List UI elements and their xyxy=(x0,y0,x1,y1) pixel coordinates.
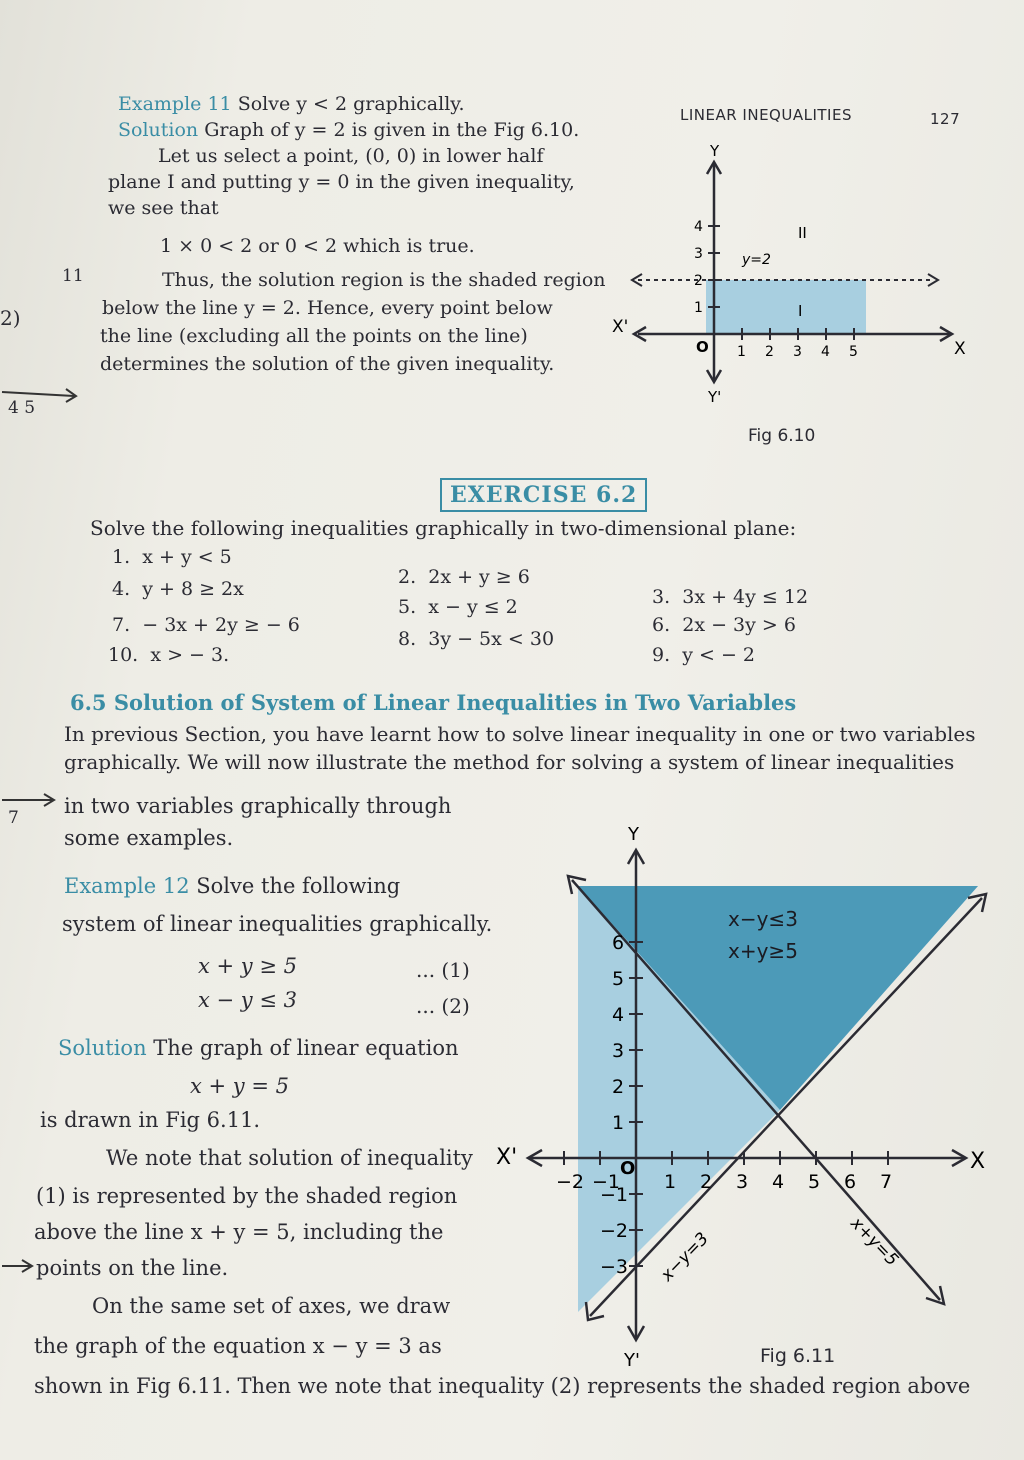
example12-task2: system of linear inequalities graphically. xyxy=(62,912,493,936)
fig611-x-tick-label: 2 xyxy=(700,1171,713,1193)
example11-line4: we see that xyxy=(108,197,219,219)
fig611-x-tick-label: −1 xyxy=(592,1171,621,1193)
fig610-caption: Fig 6.10 xyxy=(748,426,816,446)
example12-s10: shown in Fig 6.11. Then we note that inequality (2) represents the shaded region above xyxy=(34,1374,971,1398)
fig611-axis-y-label: Y xyxy=(628,824,639,845)
example12-eq2-tag: ... (2) xyxy=(416,994,470,1018)
fig611-x-tick-label: 4 xyxy=(772,1171,785,1193)
figure-6-11 xyxy=(490,820,1010,1371)
example12-s2: x + y = 5 xyxy=(190,1074,289,1098)
example12-title: Example 12 xyxy=(64,874,190,898)
fig611-axis-x-label: X xyxy=(970,1149,986,1174)
fig611-x-tick-label: 7 xyxy=(880,1171,893,1193)
example12-solution-label: Solution xyxy=(58,1036,147,1060)
exercise-item-2: 2. 2x + y ≥ 6 xyxy=(398,566,530,588)
example11-task: Solve y < 2 graphically. xyxy=(237,93,465,115)
exercise-item-6: 6. 2x − 3y > 6 xyxy=(652,614,796,636)
example12-s1: The graph of linear equation xyxy=(153,1036,459,1060)
fig611-y-tick-label: −2 xyxy=(600,1220,629,1242)
example11-title: Example 11 xyxy=(118,93,232,115)
example11-line6: Thus, the solution region is the shaded region xyxy=(162,269,606,291)
margin-arrow-icon xyxy=(0,372,80,432)
fig610-axis-x-neg-label: X' xyxy=(612,317,629,337)
example12-heading xyxy=(64,874,400,898)
fig611-y-tick-label: 4 xyxy=(612,1004,625,1026)
fig611-x-tick-label: 6 xyxy=(844,1171,857,1193)
fig610-shaded-region xyxy=(706,280,866,334)
margin-arrow-icon xyxy=(0,786,60,816)
section-6-5-p2: graphically. We will now illustrate the method for solving a system of linear inequalities xyxy=(64,750,955,774)
example12-s5: (1) is represented by the shaded region xyxy=(36,1184,458,1208)
fig611-y-tick-label: 5 xyxy=(612,968,625,990)
fig611-legend-1: x−y≤3 xyxy=(728,907,798,931)
example12-solution-line xyxy=(58,1036,459,1060)
example11-solution-line xyxy=(118,118,579,142)
fig611-y-tick-label: −1 xyxy=(600,1184,629,1206)
section-6-5-title: 6.5 Solution of System of Linear Inequalities in Two Variables xyxy=(70,690,797,715)
fig610-y-tick-label: 1 xyxy=(694,300,703,316)
fig611-x-tick-label: 5 xyxy=(808,1171,821,1193)
fig611-axis-y-neg-label: Y' xyxy=(624,1350,640,1371)
fig611-x-tick-label: 3 xyxy=(736,1171,749,1193)
exercise-item-5: 5. x − y ≤ 2 xyxy=(398,596,518,618)
fig611-caption: Fig 6.11 xyxy=(760,1345,836,1367)
example11-line8: the line (excluding all the points on the line) xyxy=(100,325,528,347)
fig611-y-tick-label: 3 xyxy=(612,1040,625,1062)
running-title: LINEAR INEQUALITIES xyxy=(680,106,852,124)
example12-s8: On the same set of axes, we draw xyxy=(92,1294,451,1318)
fig611-y-tick-label: −3 xyxy=(600,1256,629,1278)
section-6-5-p4: some examples. xyxy=(64,826,234,850)
fig610-line-label: y=2 xyxy=(742,252,771,268)
example12-s3: is drawn in Fig 6.11. xyxy=(40,1108,261,1132)
example12-eq1: x + y ≥ 5 xyxy=(198,954,297,978)
margin-mark-2: 2) xyxy=(0,306,21,330)
fig610-axis-x-label: X xyxy=(954,339,966,359)
fig611-y-tick-label: 6 xyxy=(612,932,625,954)
example12-s4: We note that solution of inequality xyxy=(106,1146,473,1170)
fig611-y-tick-label: 1 xyxy=(612,1112,625,1134)
fig611-y-tick-label: 2 xyxy=(612,1076,625,1098)
margin-mark-1: 11 xyxy=(62,266,84,286)
exercise-item-10: 10. x > − 3. xyxy=(108,644,230,666)
example12-task1: Solve the following xyxy=(196,874,401,898)
fig610-region-I: I xyxy=(798,302,803,320)
exercise-item-9: 9. y < − 2 xyxy=(652,644,756,666)
fig610-x-tick-label: 4 xyxy=(821,344,830,360)
fig610-axis-y-neg-label: Y' xyxy=(708,388,722,406)
exercise-intro: Solve the following inequalities graphically in two-dimensional plane: xyxy=(90,516,797,540)
fig610-y-tick-label: 2 xyxy=(694,273,703,289)
fig610-axis-y-label: Y xyxy=(710,142,720,160)
exercise-item-1: 1. x + y < 5 xyxy=(112,546,232,568)
fig610-y-tick-label: 3 xyxy=(694,246,703,262)
example11-line3: plane I and putting y = 0 in the given inequality, xyxy=(108,171,575,193)
page-number: 127 xyxy=(930,110,961,128)
fig611-line1-label: x−y=3 xyxy=(657,1228,713,1286)
exercise-title: EXERCISE 6.2 xyxy=(440,478,647,512)
fig611-line2-label: x+y=5 xyxy=(846,1213,903,1271)
figure-6-10 xyxy=(610,140,980,410)
example11-line5: 1 × 0 < 2 or 0 < 2 which is true. xyxy=(160,235,475,257)
fig610-region-II: II xyxy=(798,224,807,242)
exercise-item-3: 3. 3x + 4y ≤ 12 xyxy=(652,586,809,608)
exercise-item-7: 7. − 3x + 2y ≥ − 6 xyxy=(112,614,300,636)
fig611-x-tick-label: −2 xyxy=(556,1171,585,1193)
exercise-item-4: 4. y + 8 ≥ 2x xyxy=(112,578,244,600)
fig611-x-tick-label: 1 xyxy=(664,1171,677,1193)
example12-s6: above the line x + y = 5, including the xyxy=(34,1220,444,1244)
fig611-legend-2: x+y≥5 xyxy=(728,939,798,963)
example11-heading xyxy=(118,92,465,116)
fig610-y-tick-label: 4 xyxy=(694,219,703,235)
example12-s7: points on the line. xyxy=(36,1256,229,1280)
example11-line2: Let us select a point, (0, 0) in lower half xyxy=(158,145,544,167)
fig610-x-tick-label: 5 xyxy=(849,344,858,360)
example12-s9: the graph of the equation x − y = 3 as xyxy=(34,1334,442,1358)
section-6-5-p1: In previous Section, you have learnt how to solve linear inequality in one or two variables xyxy=(64,722,976,746)
example12-eq1-tag: ... (1) xyxy=(416,958,470,982)
fig610-x-tick-label: 2 xyxy=(765,344,774,360)
margin-arrow-icon xyxy=(0,1252,40,1282)
exercise-item-8: 8. 3y − 5x < 30 xyxy=(398,628,555,650)
fig611-origin-label: O xyxy=(620,1158,636,1179)
example11-line9: determines the solution of the given inequality. xyxy=(100,353,555,375)
example12-eq2: x − y ≤ 3 xyxy=(198,988,297,1012)
example11-line7: below the line y = 2. Hence, every point below xyxy=(102,297,553,319)
section-6-5-p3: in two variables graphically through xyxy=(64,794,452,818)
margin-mark-4: 7 xyxy=(8,808,19,828)
fig611-axis-x-neg-label: X' xyxy=(496,1145,518,1170)
example11-solution-label: Solution xyxy=(118,119,199,141)
fig610-x-tick-label: 3 xyxy=(793,344,802,360)
fig610-origin-label: O xyxy=(696,338,709,356)
margin-mark-3: 4 5 xyxy=(8,398,36,418)
example11-line1: Graph of y = 2 is given in the Fig 6.10. xyxy=(204,119,580,141)
fig610-x-tick-label: 1 xyxy=(737,344,746,360)
